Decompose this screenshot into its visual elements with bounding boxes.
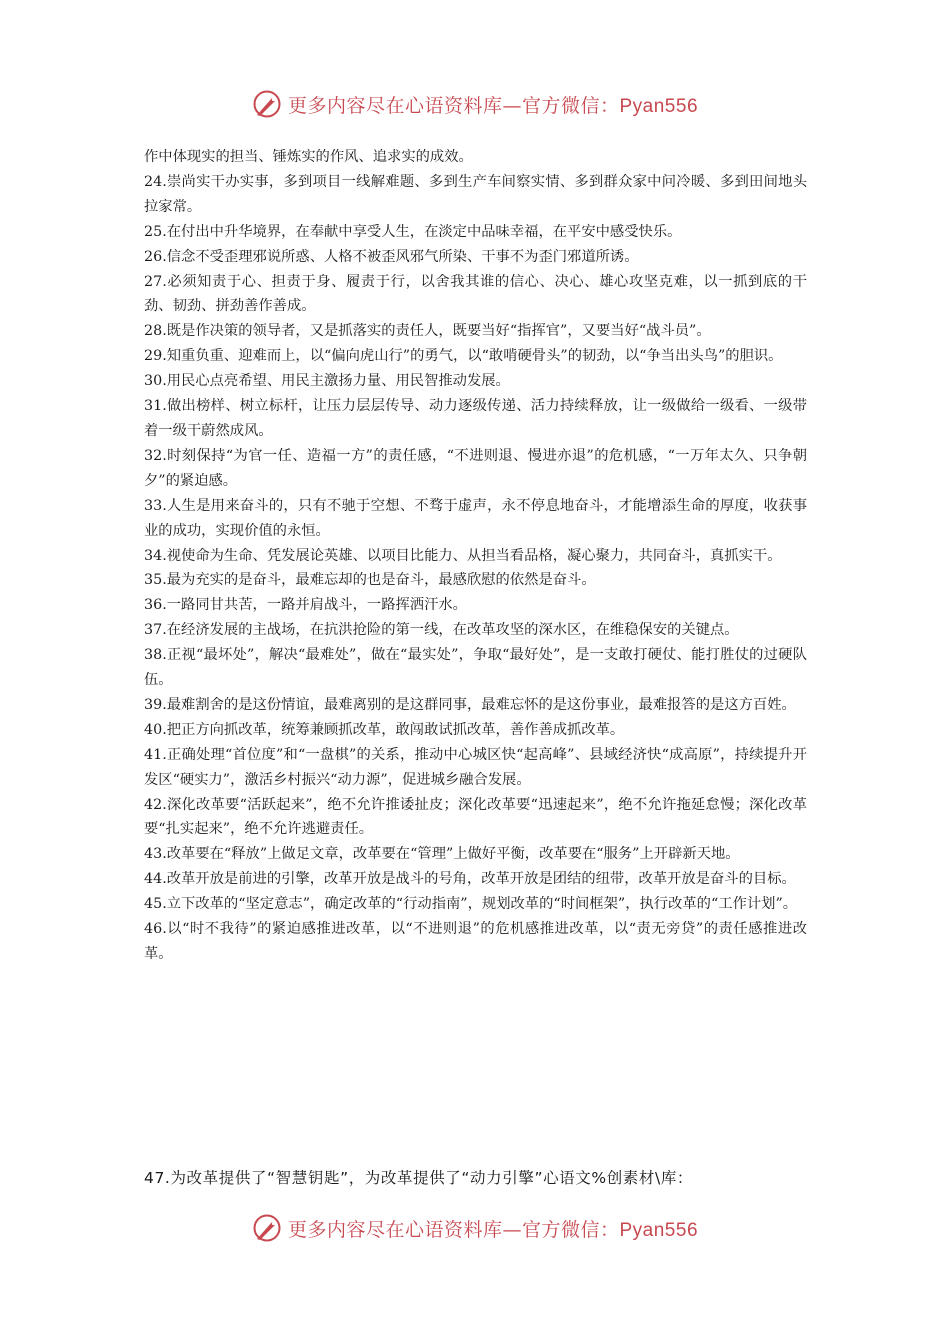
footer-banner-text: 更多内容尽在心语资料库—官方微信：Pyan556 xyxy=(287,1218,699,1241)
paragraph: 43.改革要在“释放”上做足文章，改革要在“管理”上做好平衡，改革要在“服务”上开辟新天地。 xyxy=(144,846,740,863)
paragraph: 31.做出榜样、树立标杆，让压力层层传导、动力逐级传递、活力持续释放，让一级做给一级看、一级带着一级干蔚然成风。 xyxy=(144,398,807,439)
pen-nib-circle-icon xyxy=(252,1213,282,1243)
paragraph: 27.必须知责于心、担责于身、履责于行，以舍我其谁的信心、决心、雄心攻坚克难，以一抓到底的干劲、韧劲、拼劲善作善成。 xyxy=(144,273,807,315)
paragraph: 34.视使命为生命、凭发展论英雄、以项目比能力、从担当看品格，凝心聚力，共同奋斗，真抓实干。 xyxy=(144,547,782,564)
paragraph: 作中体现实的担当、锤炼实的作风、追求实的成效。 xyxy=(144,149,473,165)
paragraph: 32.时刻保持“为官一任、造福一方”的责任感，“不进则退、慢进亦退”的危机感，“一万年太久、只争朝夕”的紧迫感。 xyxy=(144,447,807,489)
footer-wechat-id: Pyan556 xyxy=(619,1219,699,1241)
paragraph: 25.在付出中升华境界，在奉献中享受人生，在淡定中品味幸福，在平安中感受快乐。 xyxy=(144,223,682,240)
paragraph: 37.在经济发展的主战场，在抗洪抢险的第一线，在改革攻坚的深水区，在维稳保安的关键点。 xyxy=(144,622,739,639)
paragraph: 35.最为充实的是奋斗，最难忘却的也是奋斗，最感欣慰的依然是奋斗。 xyxy=(144,572,596,589)
paragraph: 29.知重负重、迎难而上，以“偏向虎山行”的勇气，以“敢啃硬骨头”的韧劲，以“争当出头鸟”的胆识。 xyxy=(144,348,783,365)
paragraph: 26.信念不受歪理邪说所惑、人格不被歪风邪气所染、干事不为歪门邪道所诱。 xyxy=(144,248,639,265)
paragraph: 46.以“时不我待”的紧迫感推进改革，以“不进则退”的危机感推进改革，以“责无旁贷”的责任感推进改革。 xyxy=(144,921,807,962)
paragraph: 36.一路同甘共苦，一路并肩战斗，一路挥洒汗水。 xyxy=(144,597,467,614)
header-banner-text: 更多内容尽在心语资料库—官方微信：Pyan556 xyxy=(287,94,699,117)
paragraph: 33.人生是用来奋斗的，只有不驰于空想、不骛于虚声，永不停息地奋斗，才能增添生命的厚度，收获事业的成功，实现价值的永恒。 xyxy=(144,497,807,539)
paragraph: 39.最难割舍的是这份情谊，最难离别的是这群同事，最难忘怀的是这份事业，最难报答的是这方百姓。 xyxy=(144,696,796,713)
header-wechat-id: Pyan556 xyxy=(619,95,699,117)
paragraph: 42.深化改革要“活跃起来”，绝不允许推诿扯皮；深化改革要“迅速起来”，绝不允许拖延怠慢；深化改革要“扎实起来”，绝不允许逃避责任。 xyxy=(144,796,807,838)
pen-nib-circle-icon xyxy=(252,89,282,119)
paragraph: 24.崇尚实干办实事，多到项目一线解难题、多到生产车间察实情、多到群众家中问冷暖、多到田间地头拉家常。 xyxy=(144,173,807,215)
paragraph: 45.立下改革的“坚定意志”，确定改革的“行动指南”，规划改革的“时间框架”，执行改革的“工作计划”。 xyxy=(144,896,798,913)
paragraph: 30.用民心点亮希望、用民主激扬力量、用民智推动发展。 xyxy=(144,373,510,390)
paragraph: 44.改革开放是前进的引擎，改革开放是战斗的号角，改革开放是团结的纽带，改革开放是奋斗的目标。 xyxy=(144,871,796,888)
document-body xyxy=(144,145,807,967)
paragraph: 40.把正方向抓改革，统筹兼顾抓改革，敢闯敢试抓改革，善作善成抓改革。 xyxy=(144,721,625,738)
footer-banner xyxy=(0,1208,950,1248)
header-banner xyxy=(0,84,950,124)
paragraph: 38.正视“最坏处”，解决“最难处”，做在“最实处”，争取“最好处”，是一支敢打硬仗、能打胜仗的过硬队伍。 xyxy=(144,647,807,689)
last-line: 47.为改革提供了“智慧钥匙”，为改革提供了“动力引擎”心语文%创素材\库： xyxy=(144,1169,694,1187)
paragraph: 41.正确处理“首位度”和“一盘棋”的关系，推动中心城区快“起高峰”、县域经济快“成高原”，持续提升开发区“硬实力”，激活乡村振兴“动力源”，促进城乡融合发展。 xyxy=(144,746,807,788)
paragraph: 28.既是作决策的领导者，又是抓落实的责任人，既要当好“指挥官”，又要当好“战斗员”。 xyxy=(144,323,711,340)
